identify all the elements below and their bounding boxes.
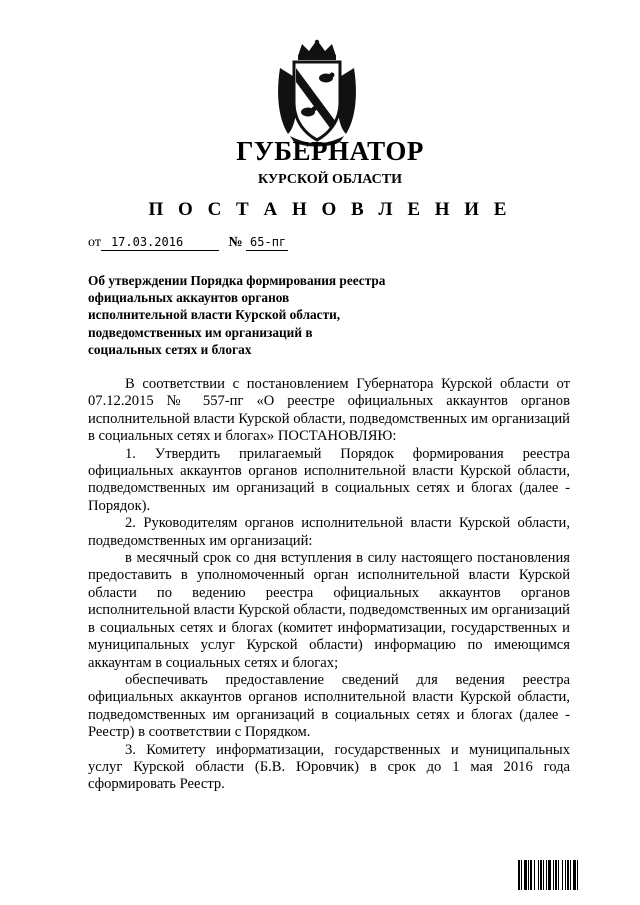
document-date-number — [88, 235, 288, 251]
body-paragraph: 1. Утвердить прилагаемый Порядок формирования реестра официальных аккаунтов органов исполнительной власти Курской области, подведомственных им организаций в социальных сетях и блогах (далее - Порядок). — [88, 445, 570, 514]
barcode-bar — [555, 860, 557, 890]
barcode-bar — [524, 860, 527, 890]
body-paragraph: обеспечивать предоставление сведений для ведения реестра официальных аккаунтов органов исполнительной власти Курской области, подведомственных им организаций в социальных сетях и блогах (далее - Реестр) в соответствии с Порядком. — [88, 671, 570, 741]
barcode-bar — [577, 860, 578, 890]
body-paragraph: В соответствии с постановлением Губернатора Курской области от 07.12.2015 № 557-пг «О реестре официальных аккаунтов органов исполнительной власти Курской области, подведомственных им организаций в социальных сетях и блогах» ПОСТАНОВЛЯЮ: — [88, 376, 570, 445]
body-paragraph: 3. Комитету информатизации, государственных и муниципальных услуг Курской области (Б.В. Юровчик) в срок до 1 мая 2016 года сформировать Реестр. — [88, 741, 570, 793]
decree-subject: Об утверждении Порядка формирования реестра официальных аккаунтов органов исполнительной власти Курской области, подведомственных им организаций в социальных сетях и блогах — [88, 273, 386, 357]
document-number: 65-пг — [246, 235, 288, 251]
barcode-bar — [530, 860, 532, 890]
document-type: П О С Т А Н О В Л Е Н И Е — [148, 199, 512, 220]
barcode-bar — [562, 860, 563, 890]
barcode-bar — [553, 860, 554, 890]
barcode-bar — [540, 860, 542, 890]
document-date: 17.03.2016 — [101, 235, 219, 251]
barcode-bar — [573, 860, 576, 890]
barcode-bar — [546, 860, 547, 890]
barcode-bar — [521, 860, 522, 890]
decree-body — [88, 376, 570, 794]
issuer-region: КУРСКОЙ ОБЛАСТИ — [257, 172, 403, 187]
date-prefix: от — [88, 235, 101, 250]
issuer-title: ГУБЕРНАТОР — [236, 136, 424, 166]
barcode-bar — [570, 860, 571, 890]
barcode-bar — [558, 860, 559, 890]
barcode-bar — [543, 860, 544, 890]
barcode-bar — [518, 860, 520, 890]
barcode-bar — [528, 860, 529, 890]
coat-of-arms-emblem — [274, 38, 360, 148]
body-paragraph: в месячный срок со дня вступления в силу настоящего постановления предоставить в уполномоченный орган исполнительной власти Курской области по ведению реестра официальных аккаунтов органов исполнительной власти Курской области, подведомственных им организаций в социальных сетях и блогах (комитет информатизации, государственных и муниципальных услуг Курской области) информацию по имеющимся аккаунтам в социальных сетях и блогах; — [88, 550, 570, 671]
barcode-bar — [567, 860, 569, 890]
barcode-bar — [548, 860, 551, 890]
barcode-bar — [565, 860, 566, 890]
barcode-bar — [538, 860, 539, 890]
barcode-bar — [534, 860, 535, 890]
number-label: № — [228, 235, 243, 250]
document-barcode — [518, 860, 604, 890]
body-paragraph: 2. Руководителям органов исполнительной власти Курской области, подведомственных им организаций: — [88, 515, 570, 549]
